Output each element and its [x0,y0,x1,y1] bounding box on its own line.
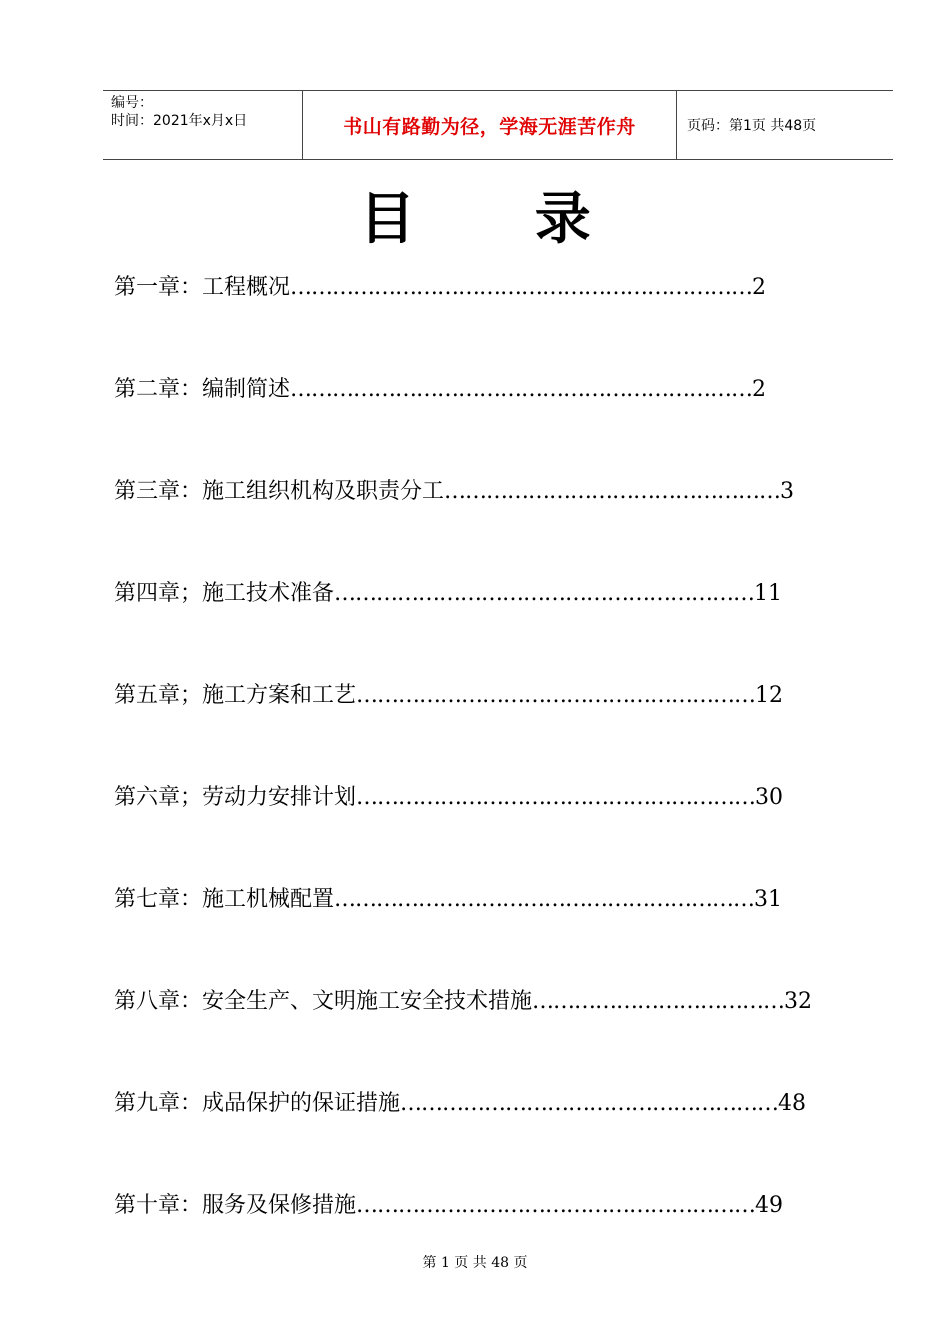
toc-entry-leader: ………………………………………………… [356,1193,756,1218]
toc-entry[interactable] [114,676,834,778]
toc-entry-leader: …………………………………………………… [334,887,755,912]
toc-entry-page: 11 [754,581,783,606]
toc-entry-page: 31 [754,887,783,912]
toc-entry-page: 48 [778,1091,807,1116]
toc-entry-label: 第九章：成品保护的保证措施 [114,1091,401,1116]
toc-entry-label: 第一章：工程概况 [114,275,291,300]
toc-entry-label: 第八章：安全生产、文明施工安全技术措施 [114,989,533,1014]
toc-entry[interactable] [114,778,834,880]
toc-entry[interactable] [114,574,834,676]
toc-entry[interactable] [114,472,834,574]
toc-entry-page: 2 [752,377,767,402]
header-page-info: 页码：第1页 共48页 [687,118,817,134]
toc-entry[interactable] [114,1084,834,1186]
page-footer: 第 1 页 共 48 页 [422,1255,528,1271]
toc-entry-page: 12 [755,683,784,708]
toc-entry-leader: ………………………………………………………… [290,275,753,300]
document-date-label: 时间：2021年x月x日 [111,113,248,129]
toc-entry-label: 第四章；施工技术准备 [114,581,335,606]
toc-entry-label: 第二章：编制简述 [114,377,291,402]
toc-entry-label: 第六章；劳动力安排计划 [114,785,357,810]
header-motto: 书山有路勤为径，学海无涯苦作舟 [303,91,677,159]
toc-entry[interactable] [114,880,834,982]
toc-entry-page: 49 [755,1193,784,1218]
toc-entry[interactable] [114,1186,834,1288]
document-number-label: 编号： [111,95,153,111]
page-title: 目 录 [359,187,641,252]
toc-entry-leader: ……………………………… [532,989,785,1014]
toc-entry[interactable] [114,370,834,472]
toc-entry-leader: ………………………………………………… [356,683,756,708]
toc-entry-label: 第五章；施工方案和工艺 [114,683,357,708]
toc-entry-page: 30 [755,785,784,810]
toc-entry-leader: ………………………………………………………… [290,377,753,402]
toc-entry-label: 第三章：施工组织机构及职责分工 [114,479,445,504]
toc-entry-label: 第十章：服务及保修措施 [114,1193,357,1218]
toc-entry-leader: ………………………………………………… [356,785,756,810]
page-header [103,90,893,160]
toc-entry-page: 2 [752,275,767,300]
toc-entry[interactable] [114,982,834,1084]
toc-entry-page: 3 [780,479,795,504]
header-meta [103,91,303,159]
table-of-contents [114,268,834,1288]
toc-entry-label: 第七章：施工机械配置 [114,887,335,912]
toc-entry-leader: ……………………………………………… [400,1091,779,1116]
toc-entry-page: 32 [784,989,813,1014]
toc-entry[interactable] [114,268,834,370]
toc-entry-leader: …………………………………………………… [334,581,755,606]
toc-entry-leader: ………………………………………… [444,479,781,504]
